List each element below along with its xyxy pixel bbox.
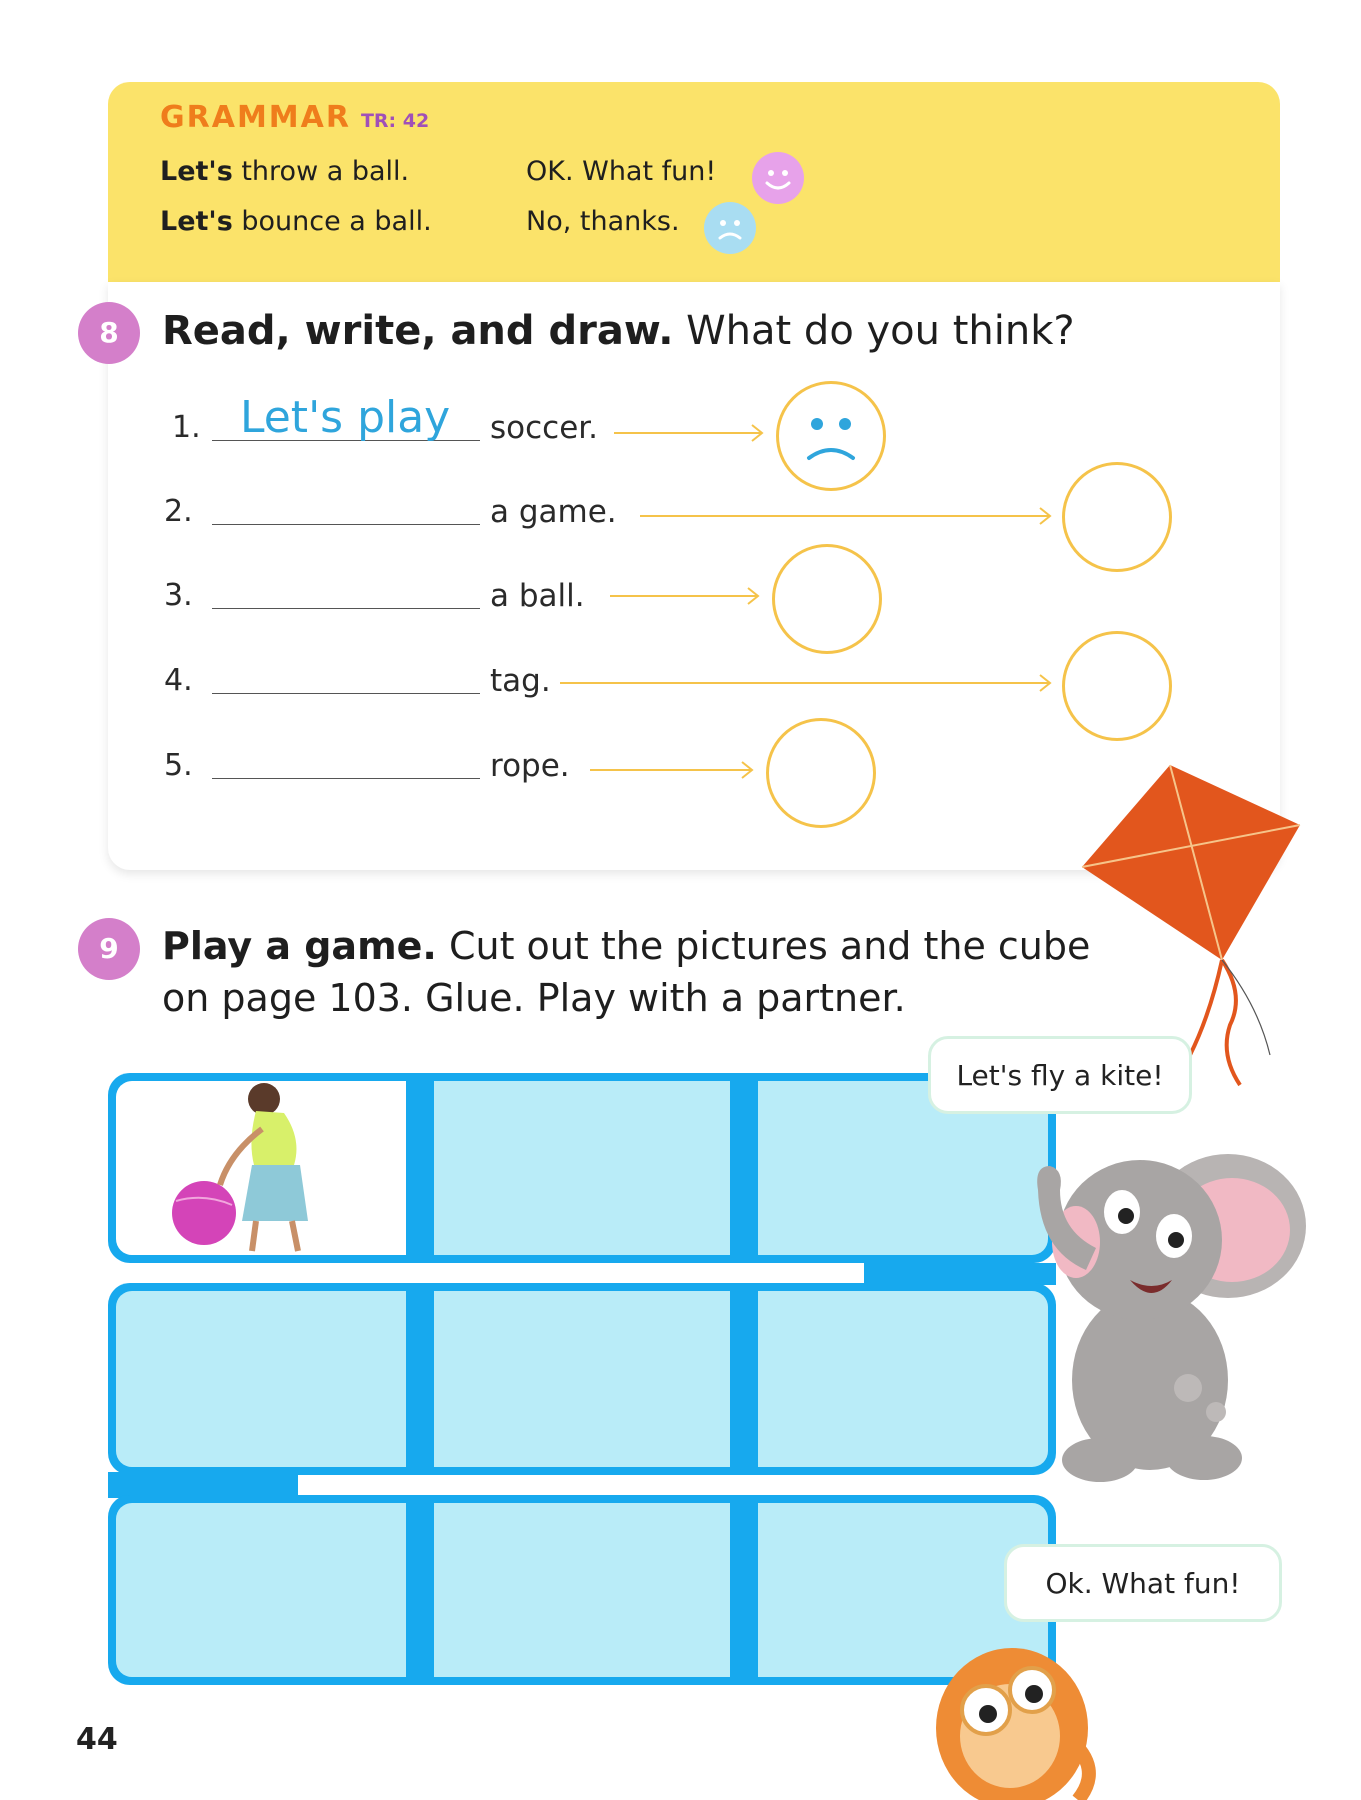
row-word: tag. — [490, 663, 551, 699]
row-word: rope. — [490, 748, 570, 784]
grammar-reply-2: No, thanks. — [526, 206, 680, 237]
row-number: 1. — [172, 410, 201, 445]
grammar-sentence-1: Let's throw a ball. — [160, 156, 410, 187]
sad-face-icon — [779, 384, 883, 488]
drawing-circle[interactable] — [772, 544, 882, 654]
board-path-gap — [298, 1475, 1056, 1495]
row-number: 2. — [164, 494, 193, 529]
board-cell[interactable] — [116, 1503, 406, 1677]
sad-face-circle — [776, 381, 886, 491]
board-divider — [730, 1291, 758, 1467]
board-path-gap — [116, 1263, 864, 1285]
monkey-illustration — [928, 1618, 1108, 1800]
board-divider — [406, 1503, 434, 1677]
row-number: 4. — [164, 663, 193, 698]
board-divider — [730, 1503, 758, 1677]
exercise-9-badge: 9 — [78, 918, 140, 980]
row-word: a game. — [490, 494, 617, 530]
board-cell[interactable] — [434, 1291, 730, 1467]
exercise-9-heading-line2: on page 103. Glue. Play with a partner. — [162, 976, 906, 1020]
monkey-speech-bubble: Ok. What fun! — [1004, 1544, 1282, 1622]
board-cell-photo — [116, 1081, 406, 1255]
drawing-circle[interactable] — [1062, 631, 1172, 741]
elephant-speech-bubble: Let's fly a kite! — [928, 1036, 1192, 1114]
grammar-reply-1: OK. What fun! — [526, 156, 717, 187]
page-number: 44 — [76, 1722, 118, 1757]
exercise-8-badge: 8 — [78, 302, 140, 364]
row-word: soccer. — [490, 410, 599, 446]
board-cell[interactable] — [434, 1503, 730, 1677]
exercise-9-heading: Play a game. Cut out the pictures and the cube — [162, 924, 1091, 968]
row-number: 3. — [164, 578, 193, 613]
row-word: a ball. — [490, 578, 585, 614]
exercise-8-heading: Read, write, and draw. What do you think? — [162, 308, 1075, 354]
track-number: TR: 42 — [360, 110, 430, 132]
grammar-sentence-2: Let's bounce a ball. — [160, 206, 432, 237]
row-number: 5. — [164, 748, 193, 783]
board-divider — [406, 1291, 434, 1467]
girl-bouncing-ball-icon — [116, 1081, 406, 1255]
board-cell[interactable] — [758, 1291, 1048, 1467]
drawing-circle[interactable] — [1062, 462, 1172, 572]
sample-answer: Let's play — [240, 392, 451, 443]
drawing-circle[interactable] — [766, 718, 876, 828]
elephant-illustration — [1020, 1130, 1320, 1490]
board-divider — [406, 1081, 434, 1255]
board-divider — [730, 1081, 758, 1255]
board-cell[interactable] — [116, 1291, 406, 1467]
board-cell[interactable] — [434, 1081, 730, 1255]
grammar-label: GRAMMAR — [160, 100, 351, 135]
